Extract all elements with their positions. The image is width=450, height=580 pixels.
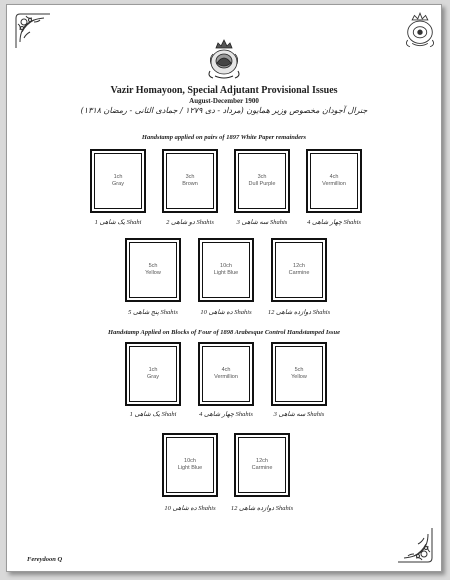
corner-ornament-icon <box>14 12 52 50</box>
stamp-color: Carmine <box>288 270 310 276</box>
caption-en: 12 Shahis <box>230 505 294 512</box>
stamp-color: Carmine <box>251 465 273 471</box>
stamp-frame <box>162 433 218 497</box>
stamp-frame <box>234 433 290 497</box>
caption-fa: پنج شاهی <box>133 309 159 316</box>
caption-en: 4 Shahis <box>307 219 361 226</box>
caption-en: 12 Shahis <box>267 309 331 316</box>
caption-fa: یک شاهی <box>134 411 160 418</box>
caption-en: 1 Shahi <box>94 219 142 226</box>
stamp-caption <box>188 308 264 316</box>
caption-en: 10 Shahis <box>200 309 252 316</box>
stamp-value: 1ch <box>148 367 158 373</box>
caption-en: 3 Shahis <box>236 219 288 226</box>
corner-ornament-icon <box>396 526 434 564</box>
stamp-color: Light Blue <box>213 270 239 276</box>
stamp-value: 3ch <box>257 174 267 180</box>
album-page <box>6 4 442 572</box>
stamp-value: 5ch <box>294 367 304 373</box>
caption-en: 5 Shahis <box>128 309 178 316</box>
caption-en: 1 Shahi <box>129 411 177 418</box>
stamp-value: 1ch <box>113 174 123 180</box>
stamp-value: 10ch <box>220 263 232 269</box>
stamp-color: Vermillion <box>214 374 238 380</box>
caption-en: 2 Shahis <box>166 219 214 226</box>
stamp-value: 5ch <box>148 263 158 269</box>
stamp-frame <box>198 342 254 406</box>
stamp-caption <box>224 504 300 512</box>
stamp-color: Vermillion <box>322 181 346 187</box>
stamp-color: Gray <box>112 181 124 187</box>
caption-en: 3 Shahis <box>273 411 325 418</box>
stamp-caption <box>80 218 156 226</box>
lion-and-sun-crest-icon <box>401 11 435 45</box>
royal-emblem-icon <box>205 39 243 79</box>
caption-fa: چهار شاهی <box>311 219 342 226</box>
caption-fa: دوازده شاهی <box>238 505 275 512</box>
stamp-caption <box>296 218 372 226</box>
stamp-frame <box>234 149 290 213</box>
stamp-value: 3ch <box>185 174 195 180</box>
stamp-frame <box>125 238 181 302</box>
stamp-frame <box>306 149 362 213</box>
caption-fa: دوازده شاهی <box>275 309 312 316</box>
stamp-color: Gray <box>147 374 159 380</box>
stamp-caption <box>224 218 300 226</box>
stamp-value: 10ch <box>184 458 196 464</box>
stamp-value: 12ch <box>293 263 305 269</box>
stamp-frame <box>90 149 146 213</box>
caption-fa: ده شاهی <box>208 309 233 316</box>
stamp-frame <box>198 238 254 302</box>
caption-fa: سه شاهی <box>278 411 306 418</box>
stamp-color: Yellow <box>291 374 307 380</box>
stamp-value: 4ch <box>221 367 231 373</box>
stamp-frame <box>271 238 327 302</box>
stamp-caption <box>188 410 264 418</box>
stamp-color: Brown <box>182 181 198 187</box>
stamp-color: Light Blue <box>177 465 203 471</box>
caption-fa: دو شاهی <box>170 219 195 226</box>
stamp-caption <box>261 308 337 316</box>
footer-signature: Fereydoon Q <box>27 556 63 563</box>
caption-en: 4 Shahis <box>199 411 253 418</box>
caption-fa: یک شاهی <box>99 219 125 226</box>
stamp-frame <box>125 342 181 406</box>
stamp-value: 12ch <box>256 458 268 464</box>
stamp-frame <box>271 342 327 406</box>
caption-fa: ده شاهی <box>172 505 197 512</box>
page-subtitle: August-December 1900 <box>189 97 259 105</box>
stamp-frame <box>162 149 218 213</box>
stamp-caption <box>115 410 191 418</box>
section-heading: Handstamp Applied on Blocks of Four of 1898 Arabesque Control Handstamped Issue <box>108 329 340 336</box>
stamp-color: Dull Purple <box>248 181 276 187</box>
stamp-value: 4ch <box>329 174 339 180</box>
stamp-color: Yellow <box>145 270 161 276</box>
page-title: Vazir Homayoon, Special Adjutant Provisional Issues <box>110 85 338 96</box>
stamp-caption <box>152 504 228 512</box>
section-heading: Handstamp applied on pairs of 1897 White Paper remainders <box>141 134 307 141</box>
stamp-caption <box>115 308 191 316</box>
persian-heading: جنرال آجودان مخصوص وزیر همایون (مرداد - دی ۱۲۷۹ / جمادی الثانی - رمضان ۱۳۱۸) <box>80 106 368 115</box>
caption-en: 10 Shahis <box>164 505 216 512</box>
stamp-caption <box>261 410 337 418</box>
caption-fa: سه شاهی <box>241 219 269 226</box>
stamp-caption <box>152 218 228 226</box>
caption-fa: چهار شاهی <box>203 411 234 418</box>
